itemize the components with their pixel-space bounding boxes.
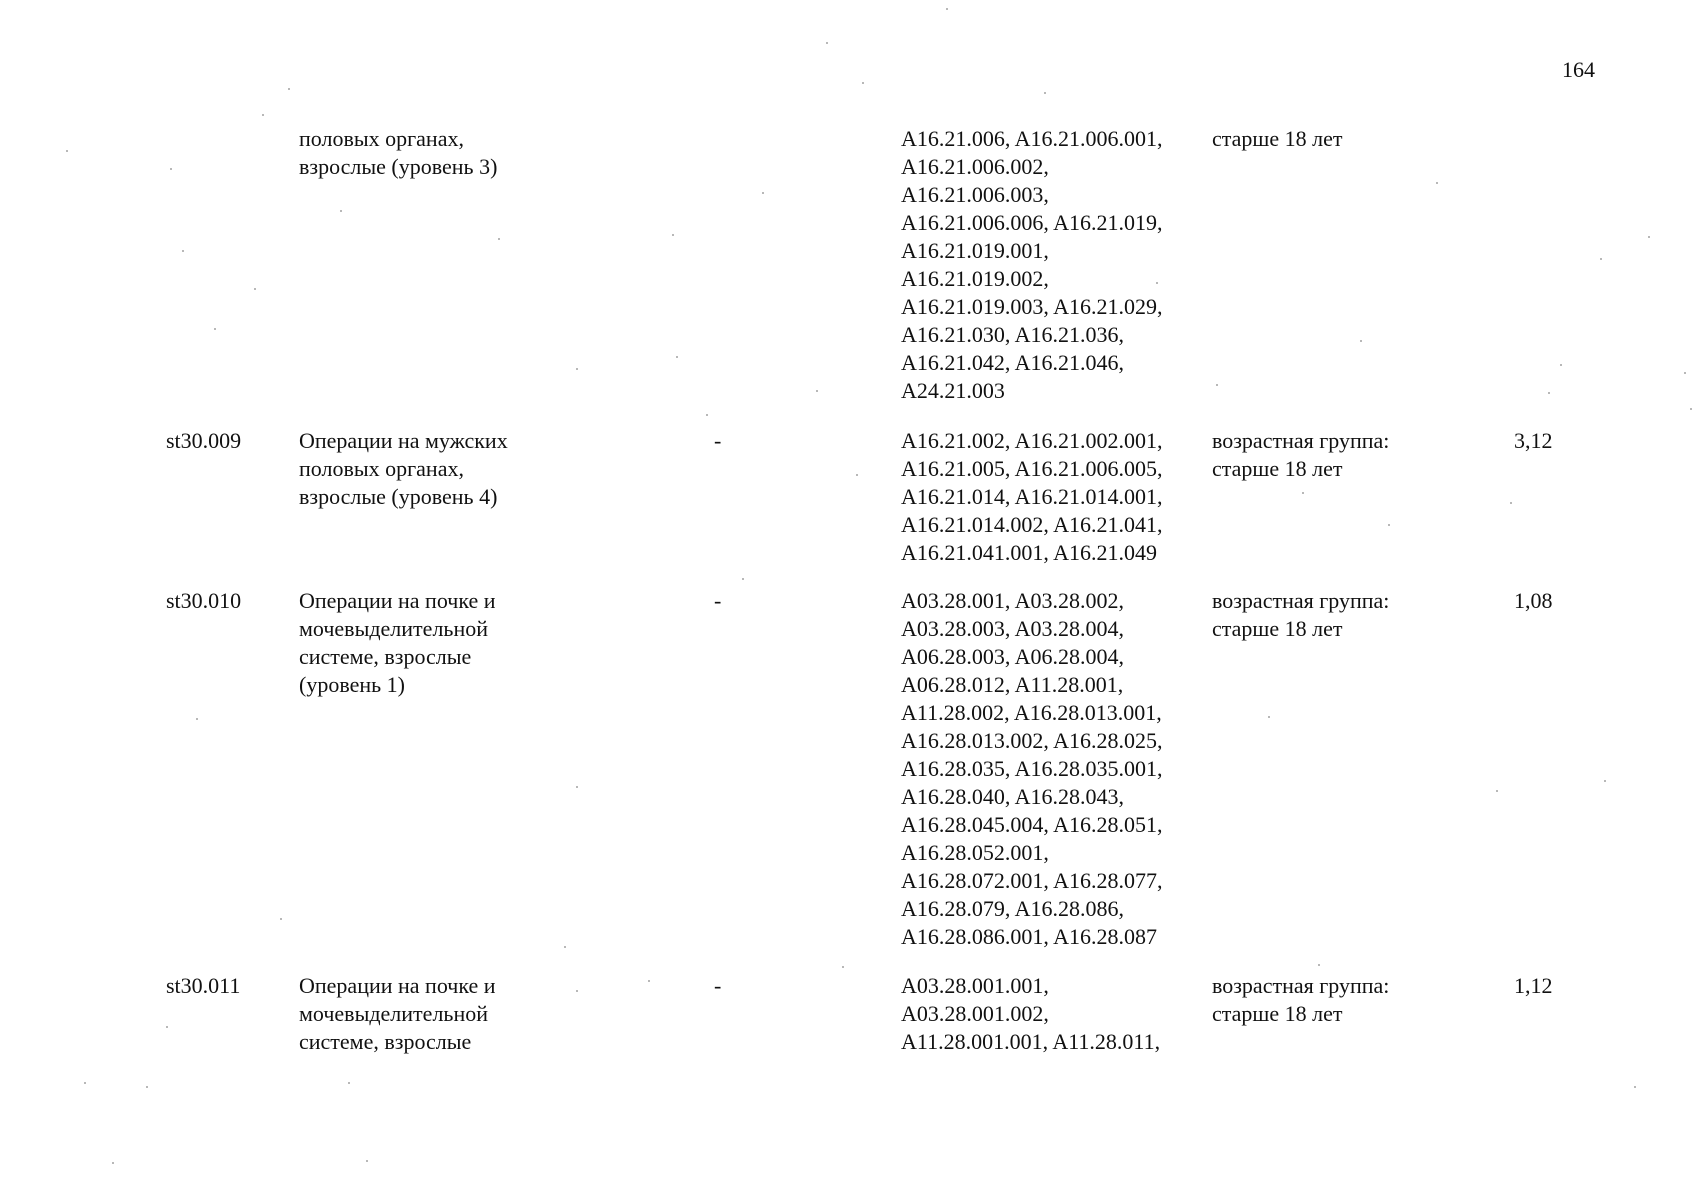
scan-speck (1302, 492, 1304, 494)
scan-speck (856, 474, 858, 476)
row-coef: 3,12 (1514, 428, 1553, 453)
scan-speck (84, 1082, 86, 1084)
scan-speck (762, 192, 764, 194)
row-ops: A03.28.001.001, A03.28.001.002, A11.28.001.001, A11.28.011, (901, 973, 1161, 1054)
scan-speck (196, 718, 198, 720)
scan-speck (1684, 372, 1686, 374)
scan-speck (288, 88, 290, 90)
scan-speck (1690, 408, 1692, 410)
scan-speck (1510, 502, 1512, 504)
scan-speck (1600, 258, 1602, 260)
row-name: Операции на почке и мочевыделительной системе, взрослые (уровень 1) (299, 588, 496, 697)
scan-speck (742, 578, 744, 580)
page-number: 164 (1562, 57, 1595, 82)
scan-speck (1216, 384, 1218, 386)
row-code: st30.011 (166, 973, 241, 998)
scan-speck (1496, 790, 1498, 792)
scan-speck (348, 1082, 350, 1084)
row-name: половых органах, взрослые (уровень 3) (299, 126, 498, 179)
scan-speck (182, 250, 184, 252)
row-coef: 1,12 (1514, 973, 1553, 998)
scan-speck (1318, 964, 1320, 966)
scan-speck (826, 42, 828, 44)
scan-speck (816, 390, 818, 392)
row-dash: - (714, 973, 722, 998)
scan-speck (498, 238, 500, 240)
scan-speck (146, 1086, 148, 1088)
scan-speck (254, 288, 256, 290)
row-ops: A16.21.006, A16.21.006.001, A16.21.006.002, A16.21.006.003, A16.21.006.006, A16.21.019, A16.21.019.001, A16.21.019.002, A16.21.019.003, A16.21.029, A16.21.030, A16.21.036, A16.21.042, A16.21.046, A24.21.003 (901, 126, 1163, 403)
scan-speck (648, 980, 650, 982)
scan-speck (946, 8, 948, 10)
scan-speck (1388, 524, 1390, 526)
row-code: st30.010 (166, 588, 242, 613)
scan-speck (1268, 716, 1270, 718)
scan-speck (170, 168, 172, 170)
scan-speck (262, 114, 264, 116)
row-ops: A16.21.002, A16.21.002.001, A16.21.005, A16.21.006.005, A16.21.014, A16.21.014.001, A16.21.014.002, A16.21.041, A16.21.041.001, A16.21.049 (901, 428, 1163, 565)
row-name: Операции на почке и мочевыделительной системе, взрослые (299, 973, 496, 1054)
scan-speck (1360, 340, 1362, 342)
scan-speck (166, 1026, 168, 1028)
row-age: возрастная группа: старше 18 лет (1212, 588, 1390, 641)
scan-speck (1436, 182, 1438, 184)
scan-speck (672, 234, 674, 236)
scan-speck (862, 82, 864, 84)
scan-speck (66, 150, 68, 152)
row-ops: A03.28.001, A03.28.002, A03.28.003, A03.28.004, A06.28.003, A06.28.004, A06.28.012, A11.28.001, A11.28.002, A16.28.013.001, A16.28.013.002, A16.28.025, A16.28.035, A16.28.035.001, A16.28.040, A16.28.043, A16.28.045.004, A16.28.051, A16.28.052.001, A16.28.072.001, A16.28.077, A16.28.079, A16.28.086, A16.28.086.001, A16.28.087 (901, 588, 1163, 949)
scan-speck (1634, 1086, 1636, 1088)
row-code: st30.009 (166, 428, 242, 453)
scan-speck (576, 786, 578, 788)
row-age: возрастная группа: старше 18 лет (1212, 428, 1390, 481)
scan-speck (340, 210, 342, 212)
scan-speck (1648, 236, 1650, 238)
scan-speck (1044, 92, 1046, 94)
row-dash: - (714, 588, 722, 613)
scan-speck (366, 1160, 368, 1162)
row-age: возрастная группа: старше 18 лет (1212, 973, 1390, 1026)
scan-speck (214, 328, 216, 330)
scan-speck (1156, 282, 1158, 284)
row-name: Операции на мужских половых органах, взрослые (уровень 4) (299, 428, 508, 509)
scan-speck (112, 1162, 114, 1164)
row-age: старше 18 лет (1212, 126, 1343, 151)
scan-speck (576, 990, 578, 992)
scan-speck (706, 414, 708, 416)
row-coef: 1,08 (1514, 588, 1553, 613)
scan-speck (280, 918, 282, 920)
scan-speck (564, 946, 566, 948)
scan-speck (1560, 364, 1562, 366)
scan-speck (1548, 392, 1550, 394)
scan-speck (1604, 780, 1606, 782)
scan-speck (576, 368, 578, 370)
row-dash: - (714, 428, 722, 453)
scan-speck (842, 966, 844, 968)
scan-speck (676, 356, 678, 358)
